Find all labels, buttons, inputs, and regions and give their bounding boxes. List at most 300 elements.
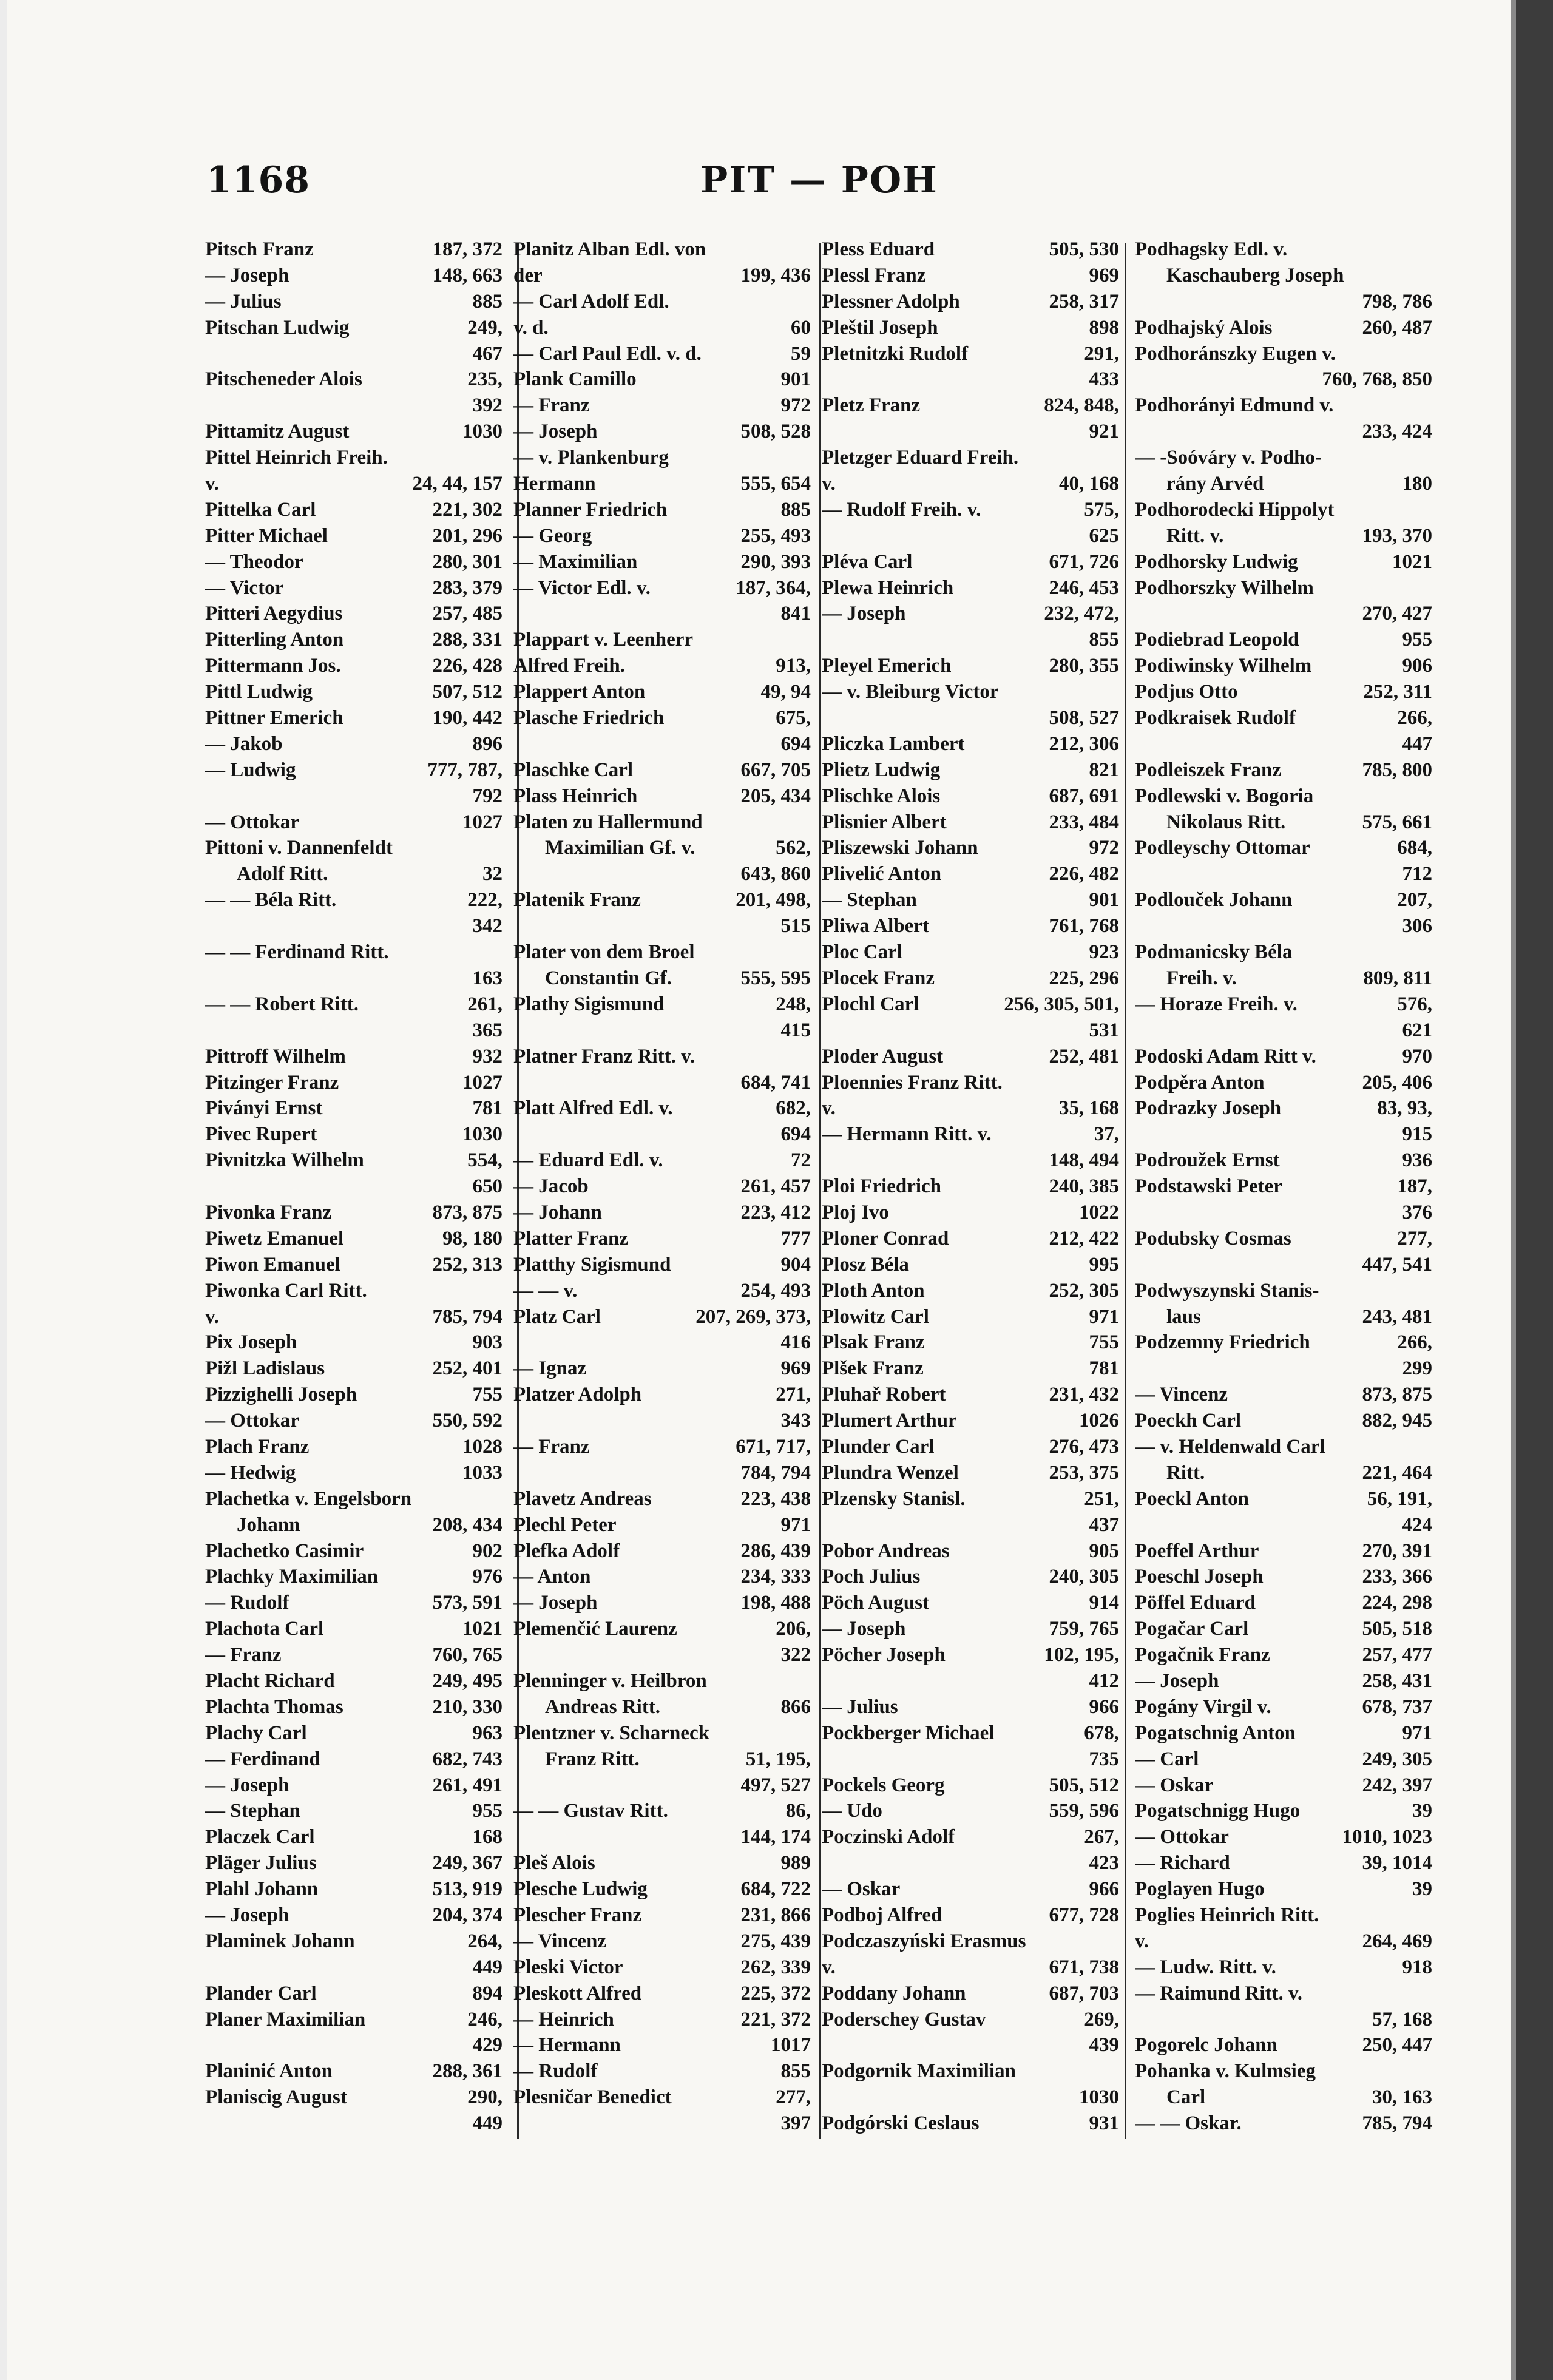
entry-pages: 199, 436 <box>740 264 811 286</box>
index-entry-continuation <box>205 1018 502 1044</box>
entry-pages: 433 <box>1089 368 1119 391</box>
entry-name: Carl <box>1166 2086 1206 2109</box>
index-entry <box>822 887 1119 913</box>
entry-name: Pitscheneder Alois <box>205 368 362 391</box>
index-entry <box>1135 705 1432 731</box>
entry-name: Ploc Carl <box>822 941 902 964</box>
entry-name: Pluhař Robert <box>822 1384 946 1406</box>
entry-name: Platter Franz <box>513 1227 629 1249</box>
index-entry <box>513 1148 811 1174</box>
entry-pages: 250, 447 <box>1362 2034 1432 2057</box>
index-entry <box>1135 1304 1432 1330</box>
index-entry <box>1135 341 1432 367</box>
entry-name: — v. Heldenwald Carl <box>1135 1435 1325 1458</box>
index-entry-continuation <box>1135 1018 1432 1044</box>
entry-name: Ploner Conrad <box>822 1227 949 1249</box>
entry-pages: 969 <box>780 1357 811 1380</box>
index-entry <box>205 1200 502 1226</box>
entry-pages: 873, 875 <box>1362 1384 1432 1406</box>
entry-pages: 163 <box>472 967 502 989</box>
entry-name: Podroužek Ernst <box>1135 1149 1280 1172</box>
entry-pages: 231, 432 <box>1049 1384 1119 1406</box>
entry-pages: 1027 <box>462 1071 502 1094</box>
index-entry-continuation <box>513 731 811 757</box>
index-entry <box>1135 1434 1432 1460</box>
entry-pages: 687, 691 <box>1049 785 1119 807</box>
entry-pages: 505, 530 <box>1049 238 1119 260</box>
index-entry <box>1135 1694 1432 1720</box>
index-entry <box>205 1330 502 1356</box>
entry-name: Ritt. <box>1166 1461 1205 1484</box>
entry-name: Placzek Carl <box>205 1826 315 1848</box>
entry-name: Pittamitz August <box>205 421 350 443</box>
index-entry <box>513 887 811 913</box>
entry-pages: 221, 302 <box>432 498 502 521</box>
entry-pages: 1017 <box>771 2034 811 2057</box>
entry-pages: 412 <box>1089 1669 1119 1692</box>
entry-pages: 671, 717, <box>736 1435 811 1458</box>
index-entry <box>205 497 502 523</box>
index-entry <box>205 1382 502 1408</box>
entry-name: Pliszewski Johann <box>822 837 978 859</box>
entry-name: Pléva Carl <box>822 550 913 573</box>
entry-name: Podlouček Johann <box>1135 889 1293 911</box>
entry-pages: 643, 860 <box>740 863 811 885</box>
entry-pages: 821 <box>1089 759 1119 781</box>
entry-name: Plemenčić Laurenz <box>513 1618 677 1640</box>
entry-pages: 266, <box>1397 707 1432 729</box>
entry-pages: 275, 439 <box>740 1930 811 1952</box>
entry-pages: 573, 591 <box>432 1592 502 1614</box>
entry-name: Pitschan Ludwig <box>205 316 350 339</box>
entry-pages: 555, 595 <box>740 967 811 989</box>
index-entry <box>513 1564 811 1590</box>
index-entry <box>1135 445 1432 471</box>
entry-pages: 180 <box>1402 473 1432 495</box>
entry-pages: 187, 372 <box>432 238 502 260</box>
index-entry <box>822 1486 1119 1512</box>
entry-pages: 288, 331 <box>432 629 502 651</box>
entry-pages: 915 <box>1402 1123 1432 1146</box>
index-entry <box>513 2058 811 2084</box>
entry-pages: 901 <box>1089 889 1119 911</box>
index-entry <box>822 1226 1119 1252</box>
entry-name: — Victor Edl. v. <box>513 576 651 599</box>
index-entry <box>513 810 811 836</box>
entry-name: Platen zu Hallermund <box>513 811 703 833</box>
index-entry <box>822 1304 1119 1330</box>
entry-name: — v. Bleiburg Victor <box>822 681 999 703</box>
entry-name: Pittermann Jos. <box>205 655 341 677</box>
index-entry <box>205 2084 502 2111</box>
entry-pages: 777 <box>780 1227 811 1249</box>
entry-name: — Ludw. Ritt. v. <box>1135 1956 1276 1978</box>
entry-pages: 208, 434 <box>432 1513 502 1536</box>
entry-name: laus <box>1166 1305 1201 1328</box>
entry-name: Pleštil Joseph <box>822 316 938 339</box>
entry-pages: 971 <box>1402 1722 1432 1744</box>
entry-name: Plewa Heinrich <box>822 576 954 599</box>
index-entry <box>513 653 811 679</box>
entry-name: Plowitz Carl <box>822 1305 929 1328</box>
entry-pages: 254, 493 <box>740 1279 811 1302</box>
entry-pages: 931 <box>1089 2112 1119 2135</box>
entry-pages: 885 <box>472 290 502 313</box>
index-entry <box>205 1538 502 1564</box>
entry-pages: 684, 741 <box>740 1071 811 1094</box>
entry-name: Ritt. v. <box>1166 524 1224 547</box>
entry-pages: 37, <box>1094 1123 1119 1146</box>
entry-pages: 905 <box>1089 1540 1119 1562</box>
entry-pages: 225, 372 <box>740 1982 811 2004</box>
entry-name: Maximilian Gf. v. <box>545 837 695 859</box>
entry-pages: 277, <box>1397 1227 1432 1249</box>
index-entry <box>1135 1486 1432 1512</box>
entry-pages: 955 <box>472 1800 502 1822</box>
entry-pages: 972 <box>1089 837 1119 859</box>
entry-name: Podhoránszky Eugen v. <box>1135 342 1336 365</box>
entry-name: Pitsch Franz <box>205 238 314 260</box>
entry-name: — Anton <box>513 1566 591 1588</box>
index-entry-continuation <box>822 627 1119 653</box>
index-entry-continuation <box>822 367 1119 393</box>
page-header <box>206 159 1432 214</box>
page-right-shadow <box>1511 0 1516 2380</box>
entry-name: Platzer Adolph <box>513 1384 642 1406</box>
index-entry <box>822 1564 1119 1590</box>
entry-name: Plater von dem Broel <box>513 941 695 964</box>
entry-name: v. <box>205 473 219 495</box>
index-entry <box>513 757 811 783</box>
index-entry <box>1135 1902 1432 1929</box>
entry-pages: 555, 654 <box>740 473 811 495</box>
index-entry <box>1135 1850 1432 1876</box>
index-entry <box>1135 497 1432 523</box>
entry-pages: 24, 44, 157 <box>412 473 502 495</box>
index-entry <box>1135 1746 1432 1773</box>
index-entry <box>1135 1876 1432 1902</box>
index-entry <box>1135 1824 1432 1850</box>
index-entry <box>513 679 811 705</box>
index-entry <box>513 419 811 445</box>
index-entry <box>513 367 811 393</box>
entry-pages: 1021 <box>1392 550 1432 573</box>
entry-name: Plappert Anton <box>513 681 646 703</box>
entry-name: — Raimund Ritt. v. <box>1135 1982 1302 2004</box>
index-entry <box>205 1070 502 1096</box>
entry-name: der <box>513 264 543 286</box>
entry-pages: 882, 945 <box>1362 1410 1432 1432</box>
index-entry <box>822 1044 1119 1070</box>
entry-name: — Franz <box>513 1435 590 1458</box>
index-entry <box>205 419 502 445</box>
entry-name: Podhorányi Edmund v. <box>1135 394 1334 417</box>
index-entry-continuation <box>513 2111 811 2137</box>
entry-name: Pittl Ludwig <box>205 681 313 703</box>
entry-pages: 262, 339 <box>740 1956 811 1978</box>
entry-name: — Theodor <box>205 550 303 573</box>
index-entry <box>513 1850 811 1876</box>
index-entry <box>205 705 502 731</box>
entry-name: — Stephan <box>822 889 917 911</box>
index-entry <box>513 1720 811 1746</box>
index-entry <box>513 1382 811 1408</box>
entry-name: Planer Maximilian <box>205 2008 366 2030</box>
entry-name: Pizzighelli Joseph <box>205 1384 357 1406</box>
index-entry <box>205 835 502 861</box>
entry-pages: 235, <box>467 368 502 391</box>
index-entry <box>205 237 502 263</box>
entry-pages: 971 <box>1089 1305 1119 1328</box>
entry-name: Podmanicsky Béla <box>1135 941 1293 964</box>
entry-pages: 39 <box>1412 1800 1432 1822</box>
entry-pages: 423 <box>1089 1852 1119 1875</box>
entry-pages: 1010, 1023 <box>1342 1826 1432 1848</box>
entry-pages: 761, 768 <box>1049 915 1119 938</box>
index-entry <box>1135 1044 1432 1070</box>
index-entry <box>205 679 502 705</box>
index-entry <box>1135 1929 1432 1955</box>
entry-name: Alfred Freih. <box>513 655 625 677</box>
entry-name: — Rudolf <box>513 2060 598 2083</box>
entry-name: — Jakob <box>205 732 283 755</box>
entry-pages: 507, 512 <box>432 681 502 703</box>
index-entry-continuation <box>822 1850 1119 1876</box>
entry-name: Plachota Carl <box>205 1618 324 1640</box>
entry-pages: 83, 93, <box>1377 1097 1432 1120</box>
index-entry <box>1135 549 1432 575</box>
index-entry <box>205 627 502 653</box>
entry-name: Podgórski Ceslaus <box>822 2112 980 2135</box>
entry-name: — Vincenz <box>513 1930 607 1952</box>
entry-name: Poeffel Arthur <box>1135 1540 1259 1562</box>
entry-pages: 187, <box>1397 1175 1432 1198</box>
index-entry <box>513 1356 811 1382</box>
entry-pages: 59 <box>791 342 811 365</box>
index-entry-continuation <box>1135 1200 1432 1226</box>
entry-pages: 508, 528 <box>740 421 811 443</box>
index-entry <box>205 471 502 497</box>
index-entry <box>822 1174 1119 1200</box>
entry-name: — Oskar <box>822 1878 901 1901</box>
entry-pages: 221, 372 <box>740 2008 811 2030</box>
entry-pages: 1030 <box>1079 2086 1119 2109</box>
index-entry-continuation <box>513 1824 811 1850</box>
index-entry <box>513 705 811 731</box>
index-entry <box>822 601 1119 627</box>
entry-pages: 995 <box>1089 1253 1119 1276</box>
index-entry <box>1135 1070 1432 1096</box>
entry-name: Pittroff Wilhelm <box>205 1045 346 1067</box>
entry-pages: 841 <box>780 603 811 625</box>
entry-pages: 212, 306 <box>1049 732 1119 755</box>
index-entry <box>205 367 502 393</box>
entry-pages: 57, 168 <box>1372 2008 1432 2030</box>
entry-name: Plaschke Carl <box>513 759 634 781</box>
entry-name: Platt Alfred Edl. v. <box>513 1097 673 1120</box>
entry-pages: 906 <box>1402 655 1432 677</box>
entry-pages: 251, <box>1084 1487 1119 1510</box>
entry-pages: 437 <box>1089 1513 1119 1536</box>
entry-pages: 855 <box>1089 629 1119 651</box>
entry-name: Pogačnik Franz <box>1135 1644 1270 1666</box>
index-entry <box>822 1408 1119 1434</box>
entry-name: Platthy Sigismund <box>513 1253 671 1276</box>
entry-pages: 963 <box>472 1722 502 1744</box>
entry-name: — Julius <box>205 290 282 313</box>
entry-pages: 249, 495 <box>432 1669 502 1692</box>
entry-pages: 936 <box>1402 1149 1432 1172</box>
entry-name: Poeckh Carl <box>1135 1410 1242 1432</box>
index-entry <box>822 939 1119 965</box>
entry-pages: 513, 919 <box>432 1878 502 1901</box>
index-entry <box>513 1200 811 1226</box>
entry-pages: 1030 <box>462 421 502 443</box>
index-entry <box>205 1356 502 1382</box>
entry-pages: 785, 800 <box>1362 759 1432 781</box>
index-entry <box>205 861 502 887</box>
index-entry <box>822 1460 1119 1486</box>
entry-name: Plietz Ludwig <box>822 759 941 781</box>
entry-name: Podgornik Maximilian <box>822 2060 1016 2083</box>
entry-name: — Jacob <box>513 1175 589 1198</box>
entry-pages: 242, 397 <box>1362 1774 1432 1796</box>
index-entry-continuation <box>822 2032 1119 2058</box>
entry-name: — — Béla Ritt. <box>205 889 337 911</box>
index-entry <box>205 1642 502 1668</box>
index-entry <box>822 835 1119 861</box>
entry-pages: 252, 481 <box>1049 1045 1119 1067</box>
entry-name: — Franz <box>513 394 590 417</box>
entry-pages: 252, 401 <box>432 1357 502 1380</box>
entry-name: — — Ferdinand Ritt. <box>205 941 389 964</box>
entry-pages: 873, 875 <box>432 1201 502 1223</box>
entry-name: Podrazky Joseph <box>1135 1097 1282 1120</box>
entry-name: Ploj Ivo <box>822 1201 889 1223</box>
index-entry <box>822 1798 1119 1824</box>
entry-pages: 1030 <box>462 1123 502 1146</box>
index-entry-continuation <box>513 1330 811 1356</box>
entry-name: Podwyszynski Stanis- <box>1135 1279 1319 1302</box>
entry-name: Kaschauberg Joseph <box>1166 264 1344 286</box>
entry-name: Nikolaus Ritt. <box>1166 811 1286 833</box>
entry-pages: 233, 366 <box>1362 1566 1432 1588</box>
index-entry <box>205 1252 502 1278</box>
index-entry <box>1135 965 1432 992</box>
index-entry-continuation <box>1135 1121 1432 1148</box>
index-entry <box>822 861 1119 887</box>
entry-name: Piwon Emanuel <box>205 1253 340 1276</box>
entry-pages: 266, <box>1397 1331 1432 1354</box>
entry-name: Pletz Franz <box>822 394 921 417</box>
entry-pages: 280, 355 <box>1049 655 1119 677</box>
index-entry <box>205 1798 502 1824</box>
entry-name: Piwetz Emanuel <box>205 1227 344 1249</box>
entry-pages: 257, 477 <box>1362 1644 1432 1666</box>
entry-name: v. <box>1135 1930 1149 1952</box>
index-entry <box>1135 1278 1432 1304</box>
entry-name: Pittel Heinrich Freih. <box>205 447 388 469</box>
entry-pages: 212, 422 <box>1049 1227 1119 1249</box>
entry-name: Pitteri Aegydius <box>205 603 343 625</box>
entry-name: Poeckl Anton <box>1135 1487 1249 1510</box>
entry-name: Ploth Anton <box>822 1279 925 1302</box>
entry-name: — Joseph <box>205 1904 289 1926</box>
entry-name: Pletzger Eduard Freih. <box>822 447 1019 469</box>
entry-name: Pleš Alois <box>513 1852 595 1875</box>
index-entry <box>822 263 1119 289</box>
entry-pages: 682, <box>776 1097 811 1120</box>
index-entry <box>513 783 811 810</box>
entry-name: Podhorsky Ludwig <box>1135 550 1298 573</box>
index-entry <box>1135 237 1432 263</box>
entry-name: Plachky Maximilian <box>205 1566 379 1588</box>
entry-pages: 233, 424 <box>1362 421 1432 443</box>
entry-pages: 712 <box>1402 863 1432 885</box>
entry-name: Plasche Friedrich <box>513 707 665 729</box>
index-entry <box>205 1148 502 1174</box>
entry-name: Pittelka Carl <box>205 498 316 521</box>
index-entry <box>513 1304 811 1330</box>
entry-name: Pitter Michael <box>205 524 328 547</box>
entry-pages: 280, 301 <box>432 550 502 573</box>
index-entry <box>513 497 811 523</box>
index-entry <box>1135 1382 1432 1408</box>
entry-name: Podlewski v. Bogoria <box>1135 785 1314 807</box>
entry-pages: 894 <box>472 1982 502 2004</box>
entry-name: Podboj Alfred <box>822 1904 942 1926</box>
entry-pages: 447, 541 <box>1362 1253 1432 1276</box>
entry-name: — Ferdinand <box>205 1748 320 1770</box>
entry-pages: 261, 457 <box>740 1175 811 1198</box>
index-entry <box>822 1278 1119 1304</box>
index-entry <box>822 653 1119 679</box>
entry-pages: 35, 168 <box>1059 1097 1119 1120</box>
entry-name: — -Soóváry v. Podho- <box>1135 447 1322 469</box>
entry-name: rány Arvéd <box>1166 473 1264 495</box>
entry-pages: 923 <box>1089 941 1119 964</box>
entry-pages: 270, 427 <box>1362 603 1432 625</box>
column-rule <box>1125 243 1126 2139</box>
index-entry <box>1135 1226 1432 1252</box>
entry-pages: 785, 794 <box>1362 2112 1432 2135</box>
entry-pages: 193, 370 <box>1362 524 1432 547</box>
entry-pages: 449 <box>472 2112 502 2135</box>
entry-pages: 261, 491 <box>432 1774 502 1796</box>
entry-name: Podleiszek Franz <box>1135 759 1282 781</box>
entry-name: Plessner Adolph <box>822 290 960 313</box>
entry-name: Pittoni v. Dannenfeldt <box>205 837 393 859</box>
index-entry <box>1135 2084 1432 2111</box>
entry-name: Plsak Franz <box>822 1331 925 1354</box>
index-entry <box>513 2007 811 2033</box>
entry-pages: 222, <box>467 889 502 911</box>
index-entry <box>1135 835 1432 861</box>
index-entry <box>822 2111 1119 2137</box>
entry-name: Podhagsky Edl. v. <box>1135 238 1288 260</box>
entry-name: Plumert Arthur <box>822 1410 957 1432</box>
entry-name: Poddany Johann <box>822 1982 966 2004</box>
index-entry <box>513 1095 811 1121</box>
entry-pages: 343 <box>780 1410 811 1432</box>
entry-pages: 223, 438 <box>740 1487 811 1510</box>
index-entry <box>822 1876 1119 1902</box>
entry-pages: 234, 333 <box>740 1566 811 1588</box>
entry-pages: 901 <box>780 368 811 391</box>
index-entry-continuation <box>513 1773 811 1799</box>
entry-pages: 576, <box>1397 993 1432 1015</box>
index-entry <box>513 1694 811 1720</box>
